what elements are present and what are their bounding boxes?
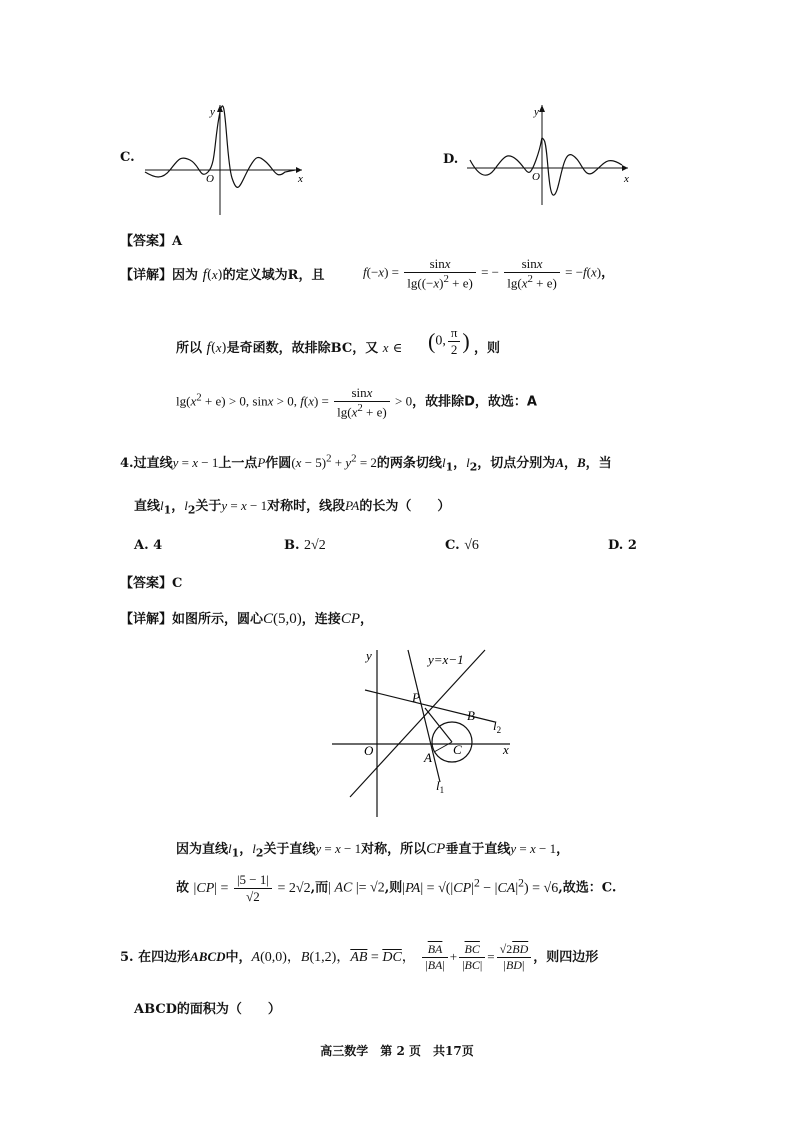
q3-detail-text-b: 的定义域为R，且 [222,268,325,283]
q4-stem-e: ，切点分别为 [477,456,556,471]
q5-stem-a: 5. 在四边形 [120,950,191,965]
q4-stem-line2: 直线$l_1$，$l_2$关于y = x − 1对称时，线段PA的长为（ ） [134,498,451,517]
graph-c [140,100,310,220]
q3-formula-odd: f(−x) = $\frac{\sin x}{\lg((-x)^2 + e)}$ = − $\frac{\sin x}{\lg(x^2 + e)}$ = −f(x)， [363,256,615,291]
graph-c-origin: O [206,173,214,185]
q3-answer: 【答案】A [120,234,183,249]
q3-line2-c: ，则 [474,341,501,356]
graph-d-curve [470,138,622,195]
q4-stem2-a: 直线 [134,499,161,514]
graph-d-x-arrow [622,165,628,171]
q5-stem-c: ，则四边形 [533,950,599,965]
q3-line3-end: ，故排除D，故选：A [412,394,537,410]
q4-stem2-d: 的长为（ ） [359,499,451,514]
graph-d-y-arrow [539,105,545,112]
q4-option-b-label: B. [284,538,300,553]
q4-stem-a: 4.过直线 [120,456,173,471]
q3-detail-label: 【详解】 [120,268,173,283]
q4-figure [330,642,520,822]
fig-l1-label: $l_1$ [436,778,445,795]
graph-c-y-label: y [210,106,215,118]
q4-after-e: ， [556,842,570,857]
q3-detail-line3: $\lg(x^2 + e) > 0$, sinx > 0, f(x) = $\frac{\sin x}{\lg(x^2 + e)}$ > 0，故排除D，故选：A [176,385,537,420]
q4-calc-b: ,而 [310,880,329,896]
q3-detail-line1: 【详解】因为 f(x)的定义域为R，且 [120,267,325,283]
q4-option-a: A. 4 [134,538,163,553]
q4-stem-f: ，当 [585,456,612,471]
fig-line-y-x-1 [350,650,485,797]
fig-b-label: B [467,708,475,723]
q3-interval: (0, $\frac{\pi}{2}$ ) [428,325,470,357]
q4-stem2-b: 关于 [195,499,222,514]
q3-detail-text-a: 因为 [172,268,199,283]
q4-detail-a: 如图所示，圆心 [172,612,264,627]
option-d-label: D. [443,152,459,167]
q4-calc-line: 故 |CP| = $\frac{|5 - 1|}{√2}$ = 2√2,而| AC |= √2,则$|PA| = √(|CP|^2 - |CA|^2) = √6$,故选：C. [176,872,617,904]
q4-after-c: 对称，所以 [361,842,427,857]
q4-stem2-c: 对称时，线段 [267,499,346,514]
q4-after-line: 因为直线$l_1$，$l_2$关于直线y = x − 1对称，所以CP垂直于直线y = x − 1， [176,841,570,860]
graph-c-x-label: x [298,173,303,185]
q4-after-d: 垂直于直线 [445,842,511,857]
q4-answer: 【答案】C [120,576,183,591]
fig-l2-label: $l_2$ [493,718,502,735]
q4-detail-label: 【详解】 [120,612,173,627]
q3-line2-a: 所以 [176,341,203,356]
page-footer: 高三数学 第 2 页 共17页 [320,1044,474,1058]
q3-detail-line2: 所以 f(x)是奇函数，故排除BC，又 x ∈ [176,340,403,356]
fig-tangent-l2 [365,690,495,722]
q4-option-d: D. 2 [608,538,637,553]
q4-option-c-label: C. [445,538,460,553]
fig-c-label: C [453,742,462,757]
q4-stem-d: 的两条切线 [376,456,442,471]
fig-line-label: y=x−1 [428,652,464,667]
q5-stem-b: 中， [225,950,252,965]
fig-x-label: x [503,742,509,757]
q4-calc-d: ,故选：C. [558,880,617,896]
q4-stem-c: 作圆 [265,456,292,471]
q4-detail-b: ，连接 [301,612,341,627]
q4-option-c: C. √6 [445,538,479,553]
fig-a-label: A [424,750,432,765]
q4-option-b: B. 2√2 [284,538,326,553]
fig-origin-label: O [364,743,374,758]
graph-d-origin: O [532,171,540,183]
graph-d [462,100,634,210]
q5-stem-line1: 5. 在四边形ABCD中，A(0,0)，B(1,2)，$\overline{AB} = \overline{DC}$， $\frac{\overline{BA}}{|\overline{BA}|}$ + $\frac{\overline{BC}}{|\overline{BC}|}$ = $\frac{√2\overline{BD}}{|\overline{BD}|}$ ，则四边形 [120,942,599,972]
graph-d-x-label: x [624,173,629,185]
q4-after-b: 关于直线 [263,842,316,857]
q4-stem-b: 上一点 [218,456,258,471]
q3-comma: ， [601,264,615,280]
fig-y-label: y [366,648,372,663]
q3-line2-b: 是奇函数，故排除BC，又 [226,341,379,356]
q5-stem-line2: ABCD的面积为（ ） [134,1002,281,1017]
option-c-label: C. [120,150,135,165]
graph-d-y-label: y [534,106,539,118]
fig-p-label: P [412,690,420,705]
q4-calc-a: 故 [176,880,190,896]
q4-stem-line1: 4.过直线y = x − 1上一点P作圆$(x - 5)^2 + y^2 = 2$的两条切线$l_1$，$l_2$，切点分别为A，B，当 [120,452,612,474]
q4-detail: 【详解】如图所示，圆心C(5,0)，连接CP， [120,611,373,627]
q4-after-a: 因为直线 [176,842,229,857]
q4-calc-c: ,则 [384,880,403,896]
